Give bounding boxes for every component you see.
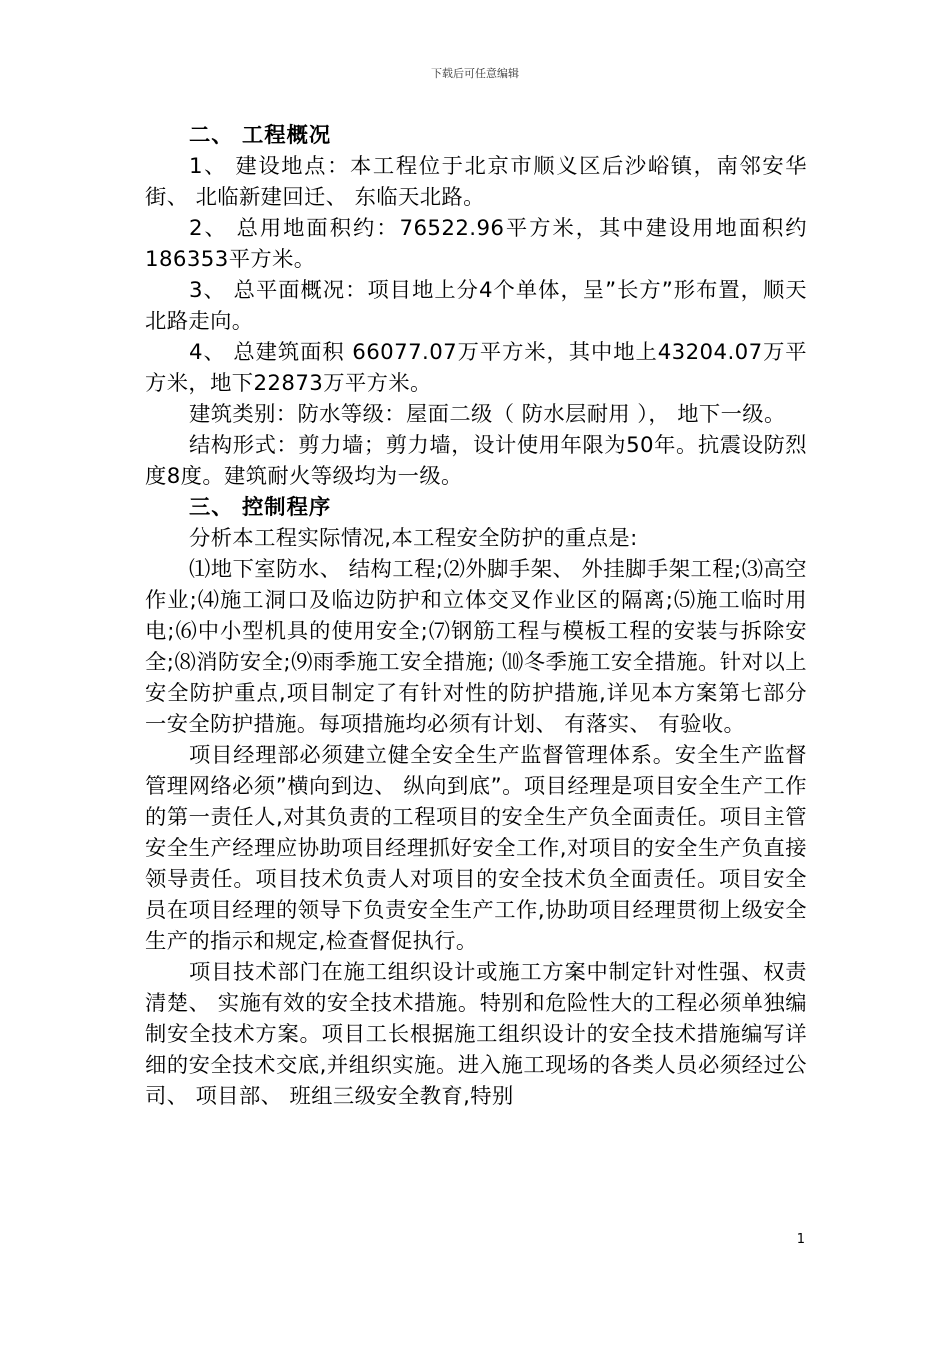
section-heading-control: 三、 控制程序 (189, 495, 332, 520)
section-heading-overview: 二、 工程概况 (189, 123, 332, 148)
paragraph-analysis: 分析本工程实际情况,本工程安全防护的重点是: (189, 526, 638, 551)
paragraph-key-points: ⑴地下室防水、 结构工程;⑵外脚手架、 外挂脚手架工程;⑶高空作业;⑷施工洞口及临边防护和立体交叉作业区的隔离;⑸施工临时用电;⑹中小型机具的使用安全;⑺钢筋工程与模板工程的安装与拆除安全;⑻消防安全;⑼雨季施工安全措施; ⑽冬季施工安全措施。针对以上安全防护重点,项目制定了有针对性的防护措施,详见本方案第七部分一安全防护措施。每项措施均必须有计划、 有落实、 有验收。 (145, 557, 807, 737)
paragraph-management-system: 项目经理部必须建立健全安全生产监督管理体系。安全生产监督管理网络必须”横向到边、 纵向到底”。项目经理是项目安全生产工作的第一责任人,对其负责的工程项目的安全生产负全面责任。项目主管安全生产经理应协助项目经理抓好安全工作,对项目的安全生产负直接领导责任。项目技术负责人对项目的安全技术负全面责任。项目安全员在项目经理的领导下负责安全生产工作,协助项目经理贯彻上级安全生产的指示和规定,检查督促执行。 (145, 743, 807, 954)
paragraph-building-category: 建筑类别：防水等级：屋面二级（ 防水层耐用 ）， 地下一级。 (189, 402, 786, 427)
page-header: 下载后可任意编辑 (431, 67, 519, 80)
paragraph-location: 1、 建设地点：本工程位于北京市顺义区后沙峪镇，南邻安华街、 北临新建回迁、 东临天北路。 (145, 154, 807, 210)
paragraph-land-area: 2、 总用地面积约：76522.96平方米，其中建设用地面积约186353平方米。 (145, 216, 807, 272)
paragraph-building-area: 4、 总建筑面积 66077.07万平方米，其中地上43204.07万平方米，地下22873万平方米。 (145, 340, 807, 396)
paragraph-technical-measures: 项目技术部门在施工组织设计或施工方案中制定针对性强、权责清楚、 实施有效的安全技术措施。特别和危险性大的工程必须单独编制安全技术方案。项目工长根据施工组织设计的安全技术措施编写详细的安全技术交底,并组织实施。进入施工现场的各类人员必须经过公司、 项目部、 班组三级安全教育,特别 (145, 960, 807, 1109)
document-body (145, 120, 807, 1112)
page-number: 1 (796, 1232, 805, 1247)
paragraph-site-plan: 3、 总平面概况：项目地上分4个单体，呈”长方”形布置，顺天北路走向。 (145, 278, 807, 334)
paragraph-structure: 结构形式：剪力墙；剪力墙，设计使用年限为50年。抗震设防烈度8度。建筑耐火等级均为一级。 (145, 433, 807, 489)
